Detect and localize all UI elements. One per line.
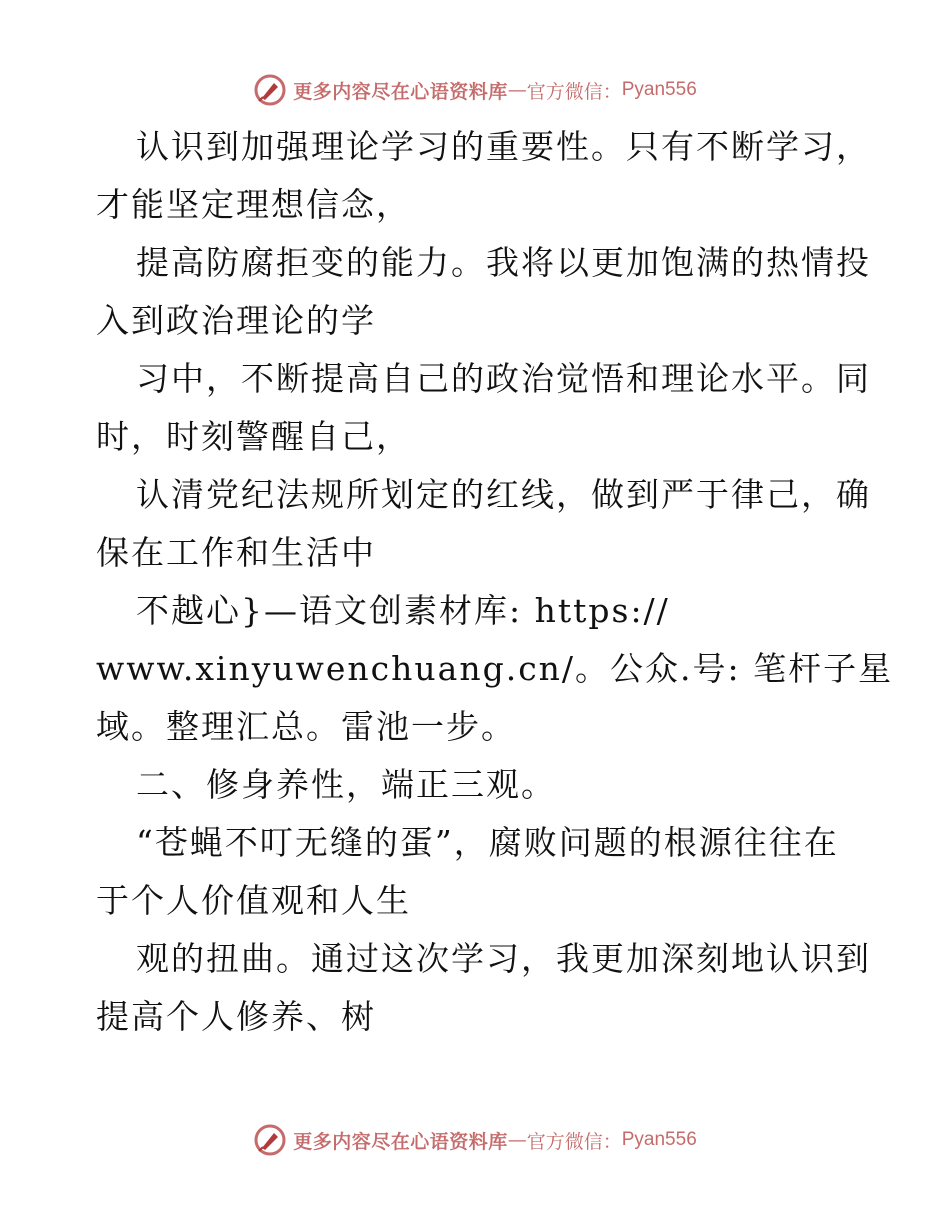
pen-nib-logo-icon [253, 73, 287, 107]
section-heading: 二、修身养性，端正三观。 [136, 765, 556, 804]
page-header-banner [0, 70, 950, 110]
header-wechat-label: 官方微信： [526, 80, 622, 103]
text-line: 习中，不断提高自己的政治觉悟和理论水平。同 [136, 359, 871, 398]
footer-site-text: 更多内容尽在心语资料库 [293, 1130, 508, 1153]
text-line: 提高防腐拒变的能力。我将以更加饱满的热情投 [136, 243, 871, 282]
text-line: 提高个人修养、树 [96, 997, 376, 1036]
header-site-text: 更多内容尽在心语资料库 [293, 80, 508, 103]
text-line: 认清党纪法规所划定的红线，做到严于律己，确 [136, 475, 871, 514]
pen-nib-logo-icon [253, 1123, 287, 1157]
text-line: 不越心}—语文创素材库: https:// [136, 591, 670, 630]
document-body [96, 118, 894, 1046]
text-line: 域。整理汇总。雷池一步。 [96, 707, 516, 746]
text-line: 入到政治理论的学 [96, 301, 376, 340]
text-line: 认识到加强理论学习的重要性。只有不断学习， [136, 127, 871, 166]
footer-wechat-label: 官方微信： [526, 1130, 622, 1153]
text-line: 才能坚定理想信念， [96, 185, 411, 224]
text-line: www.xinyuwenchuang.cn/。公众.号: 笔杆子星 [96, 649, 894, 688]
footer-wechat-account: Pyan556 [621, 1129, 697, 1150]
text-line: “苍蝇不叮无缝的蛋”，腐败问题的根源往往在 [136, 823, 839, 862]
text-line: 时，时刻警醒自己， [96, 417, 411, 456]
page-footer-banner [0, 1120, 950, 1160]
header-dash: — [507, 79, 527, 101]
text-line: 观的扭曲。通过这次学习，我更加深刻地认识到 [136, 939, 871, 978]
footer-dash: — [507, 1129, 527, 1151]
header-wechat-account: Pyan556 [621, 79, 697, 100]
text-line: 保在工作和生活中 [96, 533, 376, 572]
text-line: 于个人价值观和人生 [96, 881, 411, 920]
